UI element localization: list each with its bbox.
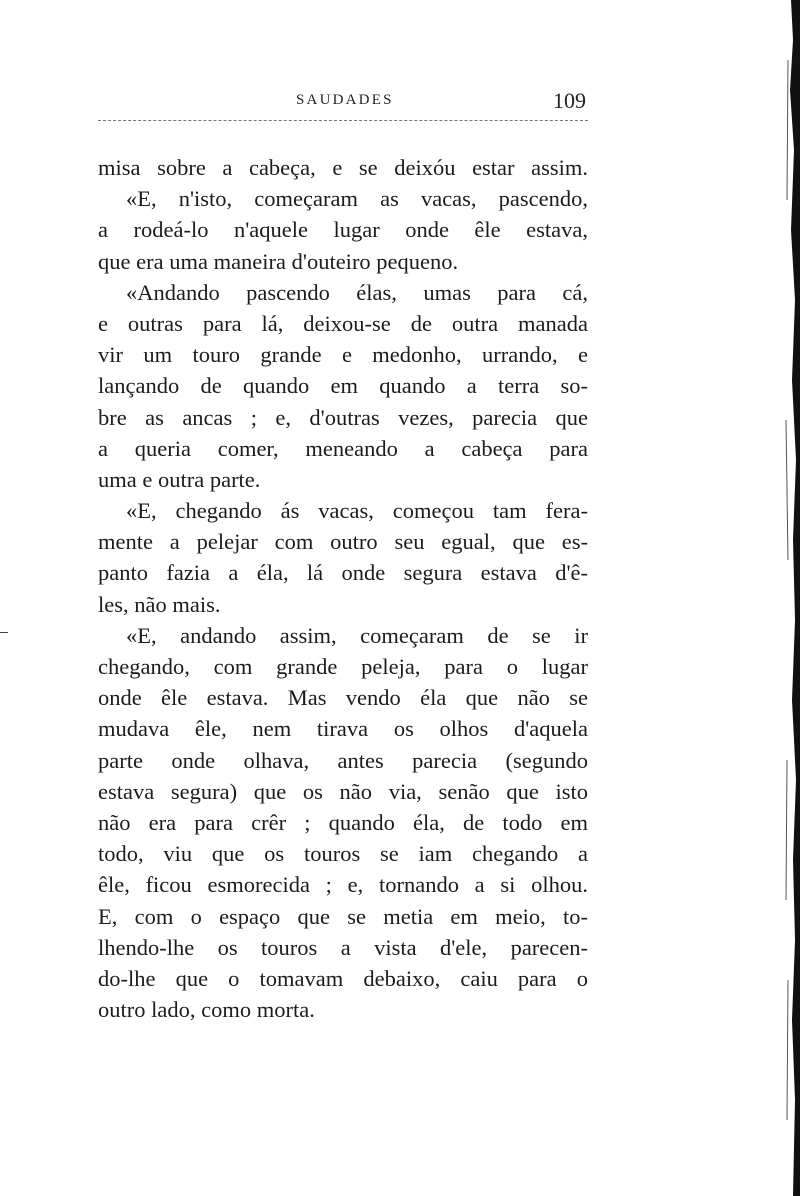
text-line: mudava êle, nem tirava os olhos d'aquela [98,716,588,742]
text-line: vir um touro grande e medonho, urrando, e [98,342,588,368]
text-line: uma e outra parte. [98,466,261,492]
text-line: «Andando pascendo élas, umas para cá, [126,279,588,305]
text-line: a queria comer, meneando a cabeça para [98,435,588,461]
text-line: êle, ficou esmorecida ; e, tornando a si olhou. [98,872,588,898]
text-line: outro lado, como morta. [98,997,315,1023]
text-line: misa sobre a cabeça, e se deixóu estar assim. [98,155,588,180]
text-line: E, com o espaço que se metia em meio, to- [98,903,588,929]
text-line: e outras para lá, deixou-se de outra manada [98,310,588,336]
page-header [98,88,588,122]
text-line: que era uma maneira d'outeiro pequeno. [98,248,459,274]
text-line: a rodeá-lo n'aquele lugar onde êle estava, [98,217,588,243]
text-line: «E, n'isto, começaram as vacas, pascendo, [126,186,588,212]
text-line: parte onde olhava, antes parecia (segundo [98,747,588,773]
text-line: bre as ancas ; e, d'outras vezes, parecia que [98,404,588,430]
text-line: todo, viu que os touros se iam chegando a [98,841,588,867]
body-text [98,152,588,1025]
page-number: 109 [553,88,586,113]
text-line: não era para crêr ; quando éla, de todo em [98,809,588,835]
header-rule [98,120,588,121]
text-line: «E, andando assim, começaram de se ir [126,622,588,648]
text-line: onde êle estava. Mas vendo éla que não se [98,685,588,711]
text-line: lançando de quando em quando a terra so- [98,373,588,399]
text-line: mente a pelejar com outro seu egual, que es- [98,529,588,555]
margin-tick-mark [0,632,8,633]
text-line: les, não mais. [98,591,221,617]
text-line: panto fazia a éla, lá onde segura estava d'ê- [98,560,588,586]
text-line: chegando, com grande peleja, para o lugar [98,654,588,679]
running-title: SAUDADES [296,92,394,108]
text-line: estava segura) que os não via, senão que isto [98,778,588,804]
text-line: «E, chegando ás vacas, começou tam fera- [126,498,588,524]
text-line: lhendo-lhe os touros a vista d'ele, parecen- [98,934,588,960]
text-line: do-lhe que o tomavam debaixo, caiu para o [98,965,588,991]
page-edge-shadow [782,0,800,1196]
